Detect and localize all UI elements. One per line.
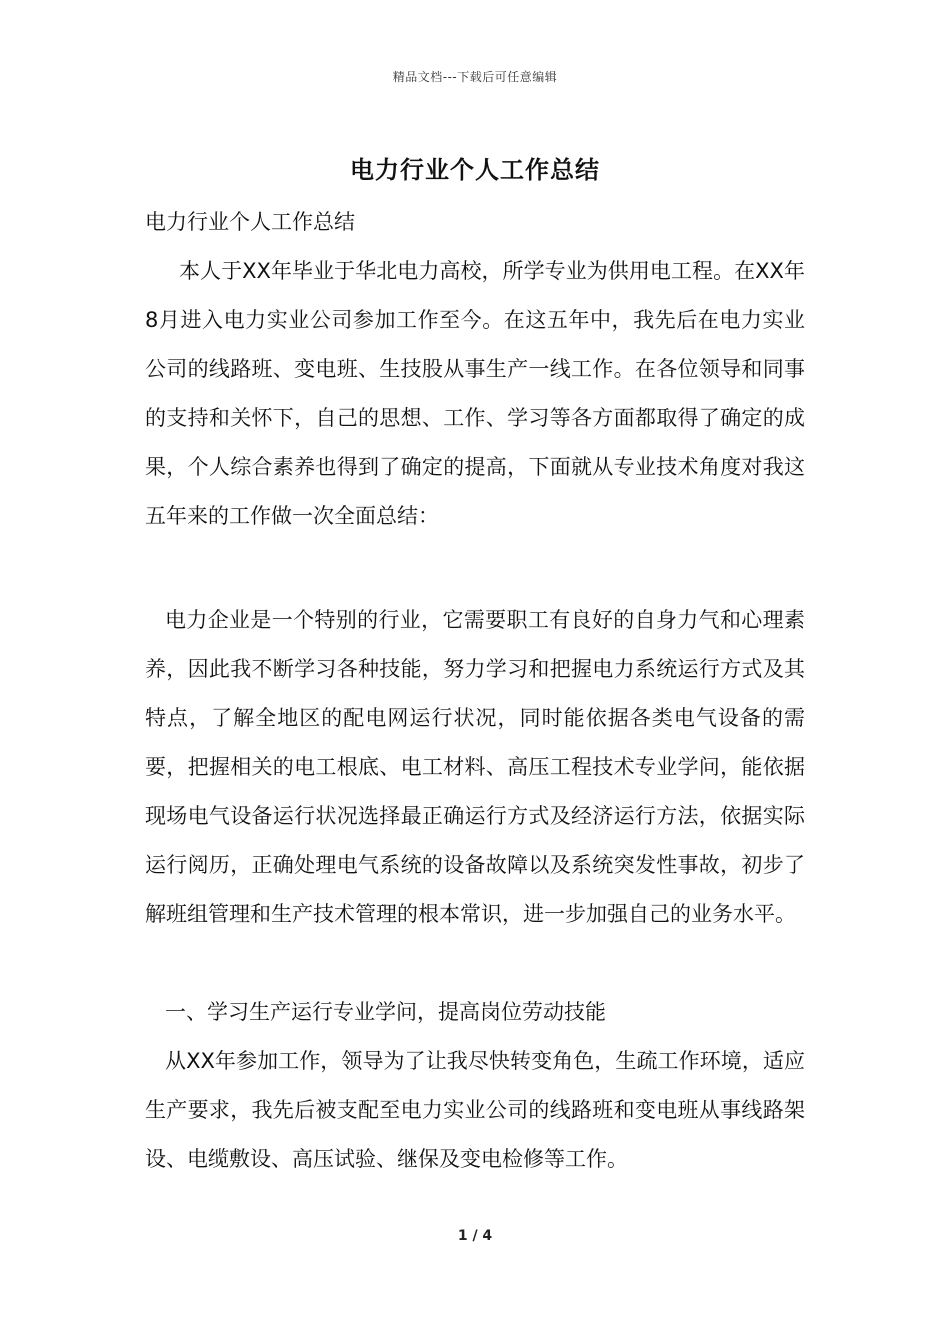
document-subtitle: 电力行业个人工作总结 [145, 210, 355, 234]
document-title: 电力行业个人工作总结 [350, 155, 600, 184]
document-header-note: 精品文档---下载后可任意编辑 [392, 70, 558, 84]
page-number: 1 / 4 [457, 1228, 493, 1244]
paragraph-work-start: 从XX年参加工作，领导为了让我尽快转变角色，生疏工作环境，适应生产要求，我先后被支配至电力实业公司的线路班和变电班从事线路架设、电缆敷设、高压试验、继保及变电检修等工作。 [145, 1049, 805, 1171]
paragraph-intro: 本人于XX年毕业于华北电力高校，所学专业为供用电工程。在XX年8月进入电力实业公司参加工作至今。在这五年中，我先后在电力实业公司的线路班、变电班、生技股从事生产一线工作。在各位领导和同事的支持和关怀下，自己的思想、工作、学习等各方面都取得了确定的成果，个人综合素养也得到了确定的提高，下面就从专业技术角度对我这五年来的工作做一次全面总结： [145, 259, 805, 528]
paragraph-industry: 电力企业是一个特别的行业，它需要职工有良好的自身力气和心理素养，因此我不断学习各种技能，努力学习和把握电力系统运行方式及其特点，了解全地区的配电网运行状况，同时能依据各类电气设备的需要，把握相关的电工根底、电工材料、高压工程技术专业学问，能依据现场电气设备运行状况选择最正确运行方式及经济运行方法，依据实际运行阅历，正确处理电气系统的设备故障以及系统突发性事故，初步了解班组管理和生产技术管理的根本常识，进一步加强自己的业务水平。 [145, 608, 805, 926]
section-heading-1: 一、学习生产运行专业学问，提高岗位劳动技能 [165, 1000, 606, 1024]
